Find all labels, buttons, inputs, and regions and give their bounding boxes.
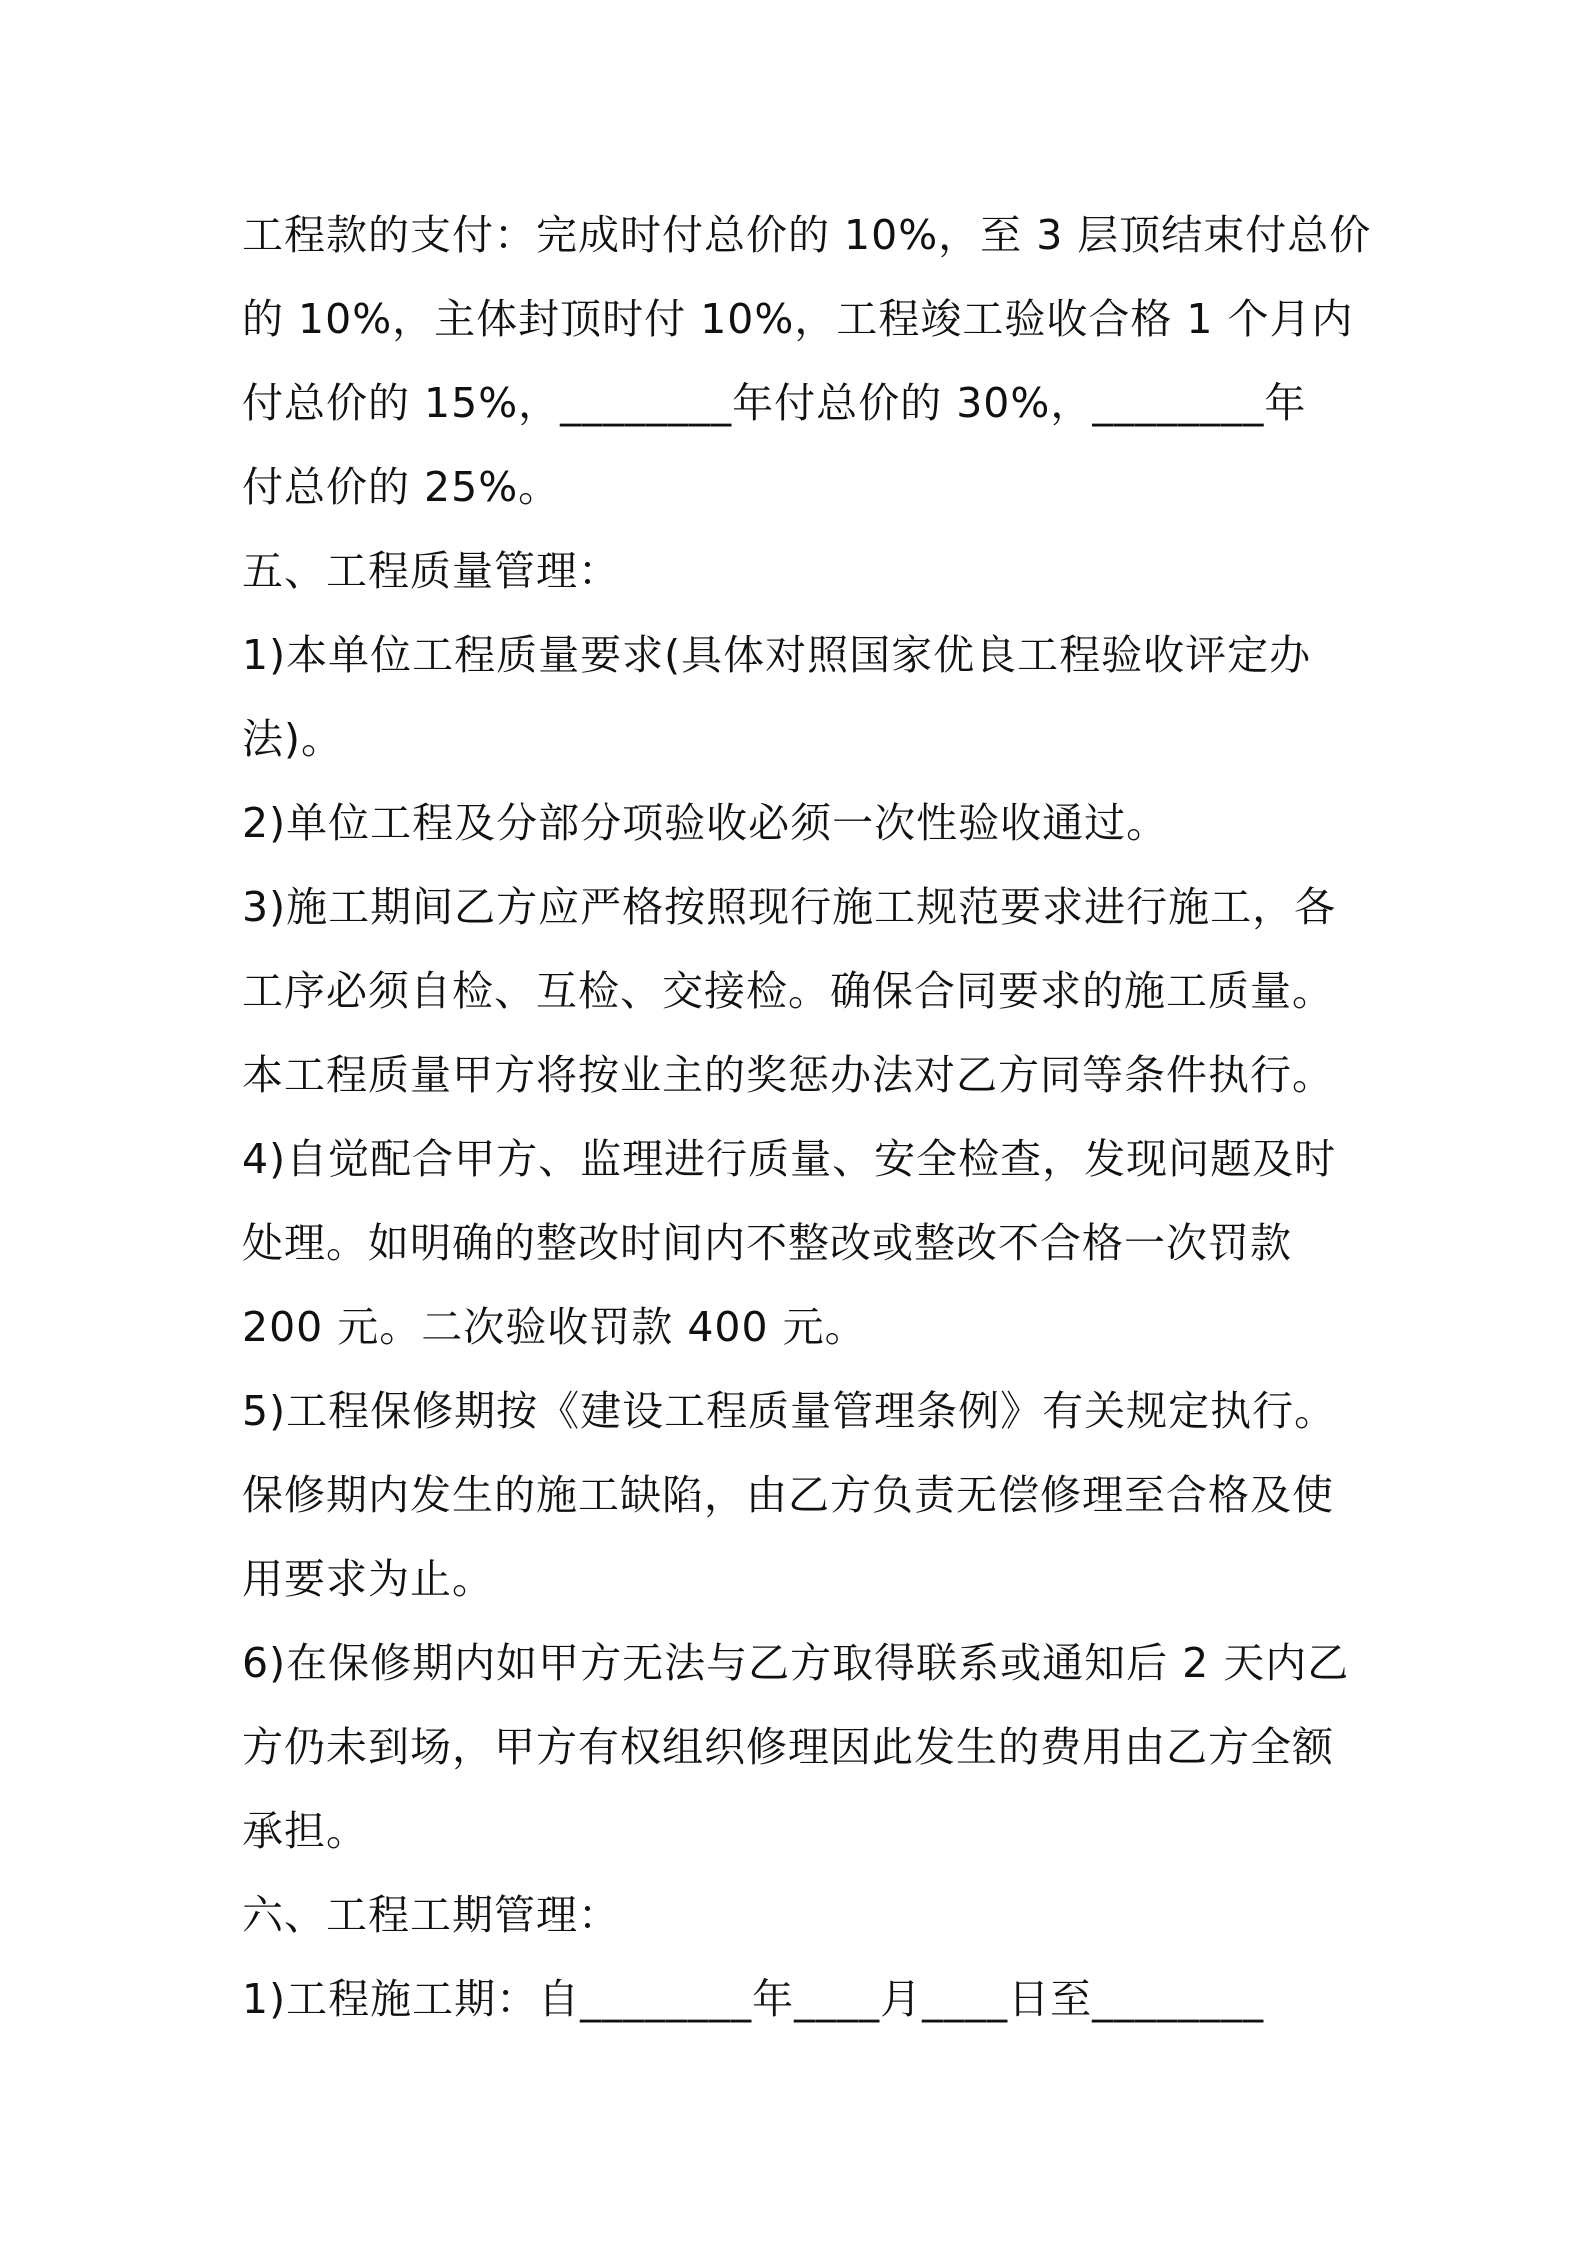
text-line: 1)本单位工程质量要求(具体对照国家优良工程验收评定办	[242, 631, 1312, 679]
text-line: 2)单位工程及分部分项验收必须一次性验收通过。	[242, 799, 1169, 847]
section-heading-schedule: 六、工程工期管理：	[242, 1891, 620, 1939]
text-line: 5)工程保修期按《建设工程质量管理条例》有关规定执行。	[242, 1387, 1337, 1435]
text-line: 本工程质量甲方将按业主的奖惩办法对乙方同等条件执行。	[242, 1051, 1334, 1099]
text-line: 4)自觉配合甲方、监理进行质量、安全检查，发现问题及时	[242, 1135, 1337, 1183]
text-line: 工程款的支付：完成时付总价的 10%，至 3 层顶结束付总价	[242, 211, 1372, 259]
text-line: 200 元。二次验收罚款 400 元。	[242, 1303, 867, 1351]
section-heading-quality: 五、工程质量管理：	[242, 547, 620, 595]
text-line: 3)施工期间乙方应严格按照现行施工规范要求进行施工，各	[242, 883, 1337, 931]
text-line: 付总价的 25%。	[242, 463, 561, 511]
text-line: 工序必须自检、互检、交接检。确保合同要求的施工质量。	[242, 967, 1334, 1015]
text-line: 处理。如明确的整改时间内不整改或整改不合格一次罚款	[242, 1219, 1292, 1267]
text-line: 1)工程施工期：自________年____月____日至________	[242, 1975, 1265, 2023]
text-line: 承担。	[242, 1807, 368, 1855]
text-line: 6)在保修期内如甲方无法与乙方取得联系或通知后 2 天内乙	[242, 1639, 1350, 1687]
text-line: 用要求为止。	[242, 1555, 494, 1603]
text-line: 法)。	[242, 715, 343, 763]
text-line: 方仍未到场，甲方有权组织修理因此发生的费用由乙方全额	[242, 1723, 1334, 1771]
text-line: 付总价的 15%，________年付总价的 30%，________年	[242, 379, 1307, 427]
text-line: 的 10%，主体封顶时付 10%，工程竣工验收合格 1 个月内	[242, 295, 1354, 343]
text-line: 保修期内发生的施工缺陷，由乙方负责无偿修理至合格及使	[242, 1471, 1334, 1519]
document-body	[242, 193, 1372, 2041]
